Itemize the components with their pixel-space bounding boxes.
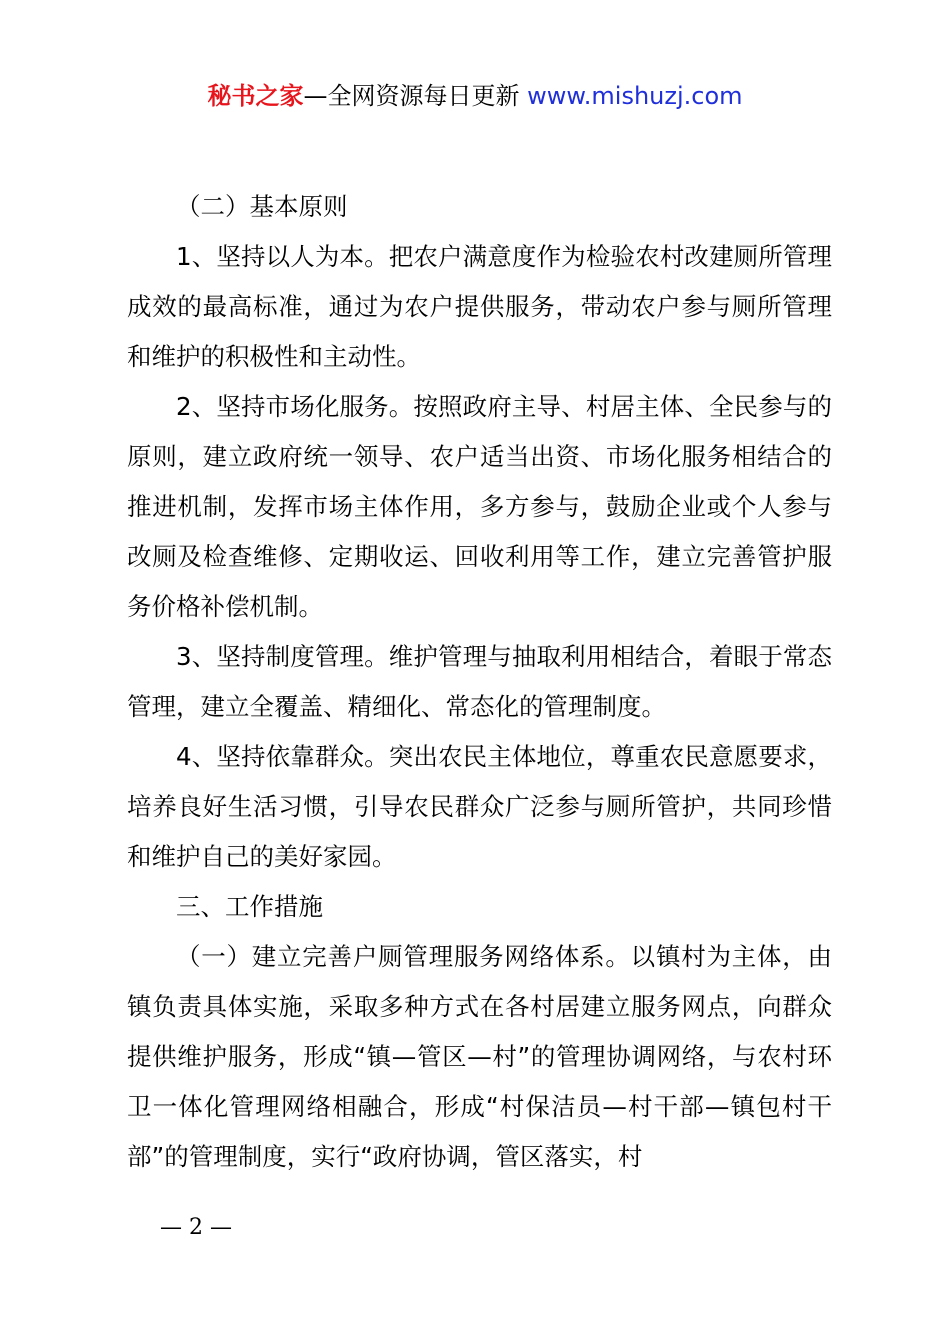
paragraph-principle-3: 3、坚持制度管理。维护管理与抽取利用相结合，着眼于常态管理，建立全覆盖、精细化、常态化的管理制度。 bbox=[127, 642, 832, 721]
site-slogan: —全网资源每日更新 bbox=[303, 82, 528, 110]
section-heading-work-measures: 三、工作措施 bbox=[176, 892, 323, 921]
site-url-link[interactable]: www.mishuzj.com bbox=[527, 82, 743, 110]
document-body bbox=[127, 182, 832, 1182]
paragraph-principle-2: 2、坚持市场化服务。按照政府主导、村居主体、全民参与的原则，建立政府统一领导、农户适当出资、市场化服务相结合的推进机制，发挥市场主体作用，多方参与，鼓励企业或个人参与改厕及检查维修、定期收运、回收利用等工作，建立完善管护服务价格补偿机制。 bbox=[127, 392, 832, 621]
paragraph-measure-1: （一）建立完善户厕管理服务网络体系。以镇村为主体，由镇负责具体实施，采取多种方式在各村居建立服务网点，向群众提供维护服务，形成“镇—管区—村”的管理协调网络，与农村环卫一体化管理网络相融合，形成“村保洁员—村干部—镇包村干部”的管理制度，实行“政府协调，管区落实，村 bbox=[127, 942, 832, 1171]
section-heading-basic-principles: （二）基本原则 bbox=[176, 192, 348, 221]
paragraph-principle-1: 1、坚持以人为本。把农户满意度作为检验农村改建厕所管理成效的最高标准，通过为农户提供服务，带动农户参与厕所管理和维护的积极性和主动性。 bbox=[127, 242, 832, 371]
site-brand: 秘书之家 bbox=[207, 82, 304, 110]
paragraph-principle-4: 4、坚持依靠群众。突出农民主体地位，尊重农民意愿要求，培养良好生活习惯，引导农民群众广泛参与厕所管护，共同珍惜和维护自己的美好家园。 bbox=[127, 742, 832, 871]
site-header bbox=[0, 79, 950, 113]
page-number: — 2 — bbox=[160, 1215, 232, 1240]
